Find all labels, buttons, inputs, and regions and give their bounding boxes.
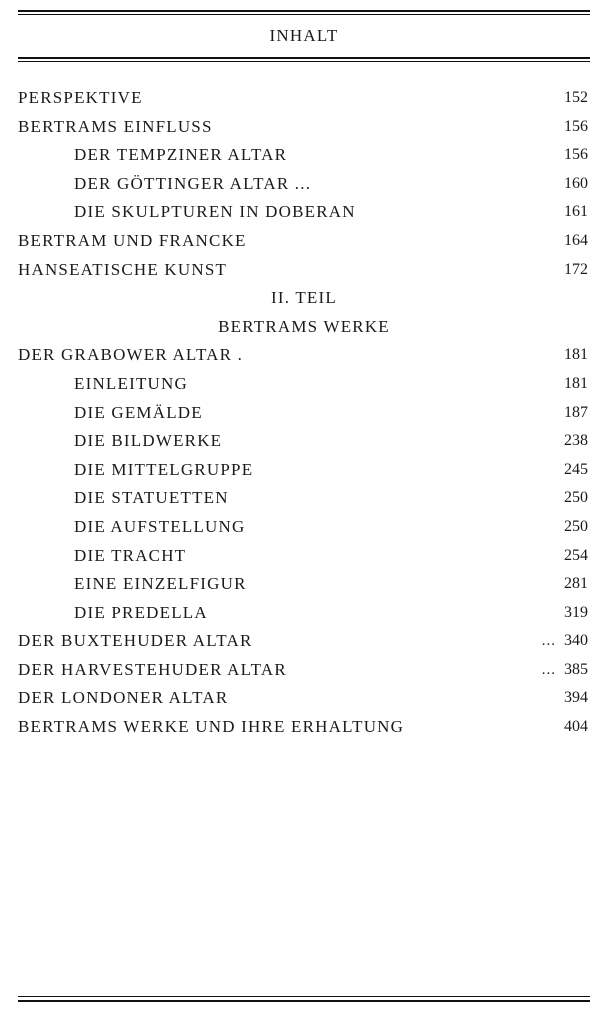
- toc-entry-tempziner-altar: [18, 141, 590, 170]
- toc-entry-skulpturen-doberan: [18, 198, 590, 227]
- toc-entry-page: 250: [564, 517, 588, 535]
- toc-entry-page: 164: [564, 231, 588, 249]
- top-rule-thin: [18, 14, 590, 15]
- table-of-contents: [18, 84, 590, 742]
- toc-entry-title: PERSPEKTIVE: [18, 88, 143, 107]
- toc-entry-title: DIE GEMÄLDE: [74, 402, 203, 422]
- toc-entry-harvestehuder-altar: [18, 656, 590, 685]
- toc-entry-page: 160: [564, 174, 588, 192]
- toc-entry-perspektive: [18, 84, 590, 113]
- toc-entry-grabower-altar: [18, 341, 590, 370]
- toc-part-subheading: [18, 313, 590, 342]
- toc-entry-aufstellung: [18, 513, 590, 542]
- toc-leader-dots: ...: [541, 633, 556, 650]
- toc-entry-bildwerke: [18, 427, 590, 456]
- bottom-rule-thin: [18, 996, 590, 997]
- toc-part-heading: [18, 284, 590, 313]
- toc-entry-goettinger-altar: [18, 170, 590, 199]
- toc-entry-title: BERTRAM UND FRANCKE: [18, 230, 247, 250]
- toc-entry-title: DER LONDONER ALTAR: [18, 688, 229, 708]
- page-title: INHALT: [269, 26, 339, 45]
- toc-entry-title: DIE AUFSTELLUNG: [74, 516, 246, 536]
- toc-entry-title: DIE PREDELLA: [74, 602, 208, 622]
- toc-entry-title: EINLEITUNG: [74, 373, 188, 393]
- toc-entry-page: 254: [564, 546, 588, 564]
- toc-entry-page: 181: [564, 374, 588, 392]
- toc-entry-page: 340: [564, 632, 588, 650]
- toc-entry-title: DIE SKULPTUREN IN DOBERAN: [74, 202, 356, 222]
- toc-entry-page: 161: [564, 203, 588, 221]
- toc-entry-page: 385: [564, 660, 588, 678]
- toc-entry-gemaelde: [18, 399, 590, 428]
- toc-entry-hanseatische-kunst: [18, 256, 590, 285]
- toc-entry-page: 238: [564, 432, 588, 450]
- toc-entry-title: DER GRABOWER ALTAR .: [18, 345, 244, 365]
- toc-leader-dots: ...: [541, 661, 556, 678]
- toc-entry-page: 250: [564, 489, 588, 507]
- toc-entry-werke-erhaltung: [18, 713, 590, 742]
- toc-entry-bertrams-einfluss: [18, 113, 590, 142]
- toc-entry-title: DER HARVESTEHUDER ALTAR: [18, 659, 287, 679]
- bottom-rule: [18, 1000, 590, 1002]
- part-title: BERTRAMS WERKE: [218, 316, 390, 336]
- part-number: II. TEIL: [271, 288, 337, 308]
- toc-entry-page: 181: [564, 346, 588, 364]
- toc-entry-title: DIE STATUETTEN: [74, 488, 229, 508]
- toc-entry-einleitung: [18, 370, 590, 399]
- header-rule: [18, 57, 590, 59]
- toc-entry-title: BERTRAMS WERKE UND IHRE ERHALTUNG: [18, 717, 405, 737]
- toc-entry-page: 152: [564, 89, 588, 106]
- toc-entry-page: 172: [564, 260, 588, 278]
- toc-entry-title: HANSEATISCHE KUNST: [18, 259, 228, 279]
- toc-entry-page: 319: [564, 603, 588, 621]
- toc-entry-title: DIE TRACHT: [74, 545, 187, 565]
- toc-entry-title: EINE EINZELFIGUR: [74, 574, 247, 594]
- header-rule-thin: [18, 61, 590, 62]
- toc-entry-bertram-und-francke: [18, 227, 590, 256]
- toc-entry-page: 394: [564, 689, 588, 707]
- toc-entry-page: 187: [564, 403, 588, 421]
- toc-entry-title: DER BUXTEHUDER ALTAR: [18, 631, 253, 651]
- toc-entry-page: 281: [564, 575, 588, 593]
- toc-entry-predella: [18, 599, 590, 628]
- toc-entry-statuetten: [18, 484, 590, 513]
- toc-entry-title: DIE BILDWERKE: [74, 431, 223, 451]
- toc-entry-einzelfigur: [18, 570, 590, 599]
- toc-entry-title: DER GÖTTINGER ALTAR ...: [74, 173, 312, 193]
- toc-entry-title: DER TEMPZINER ALTAR: [74, 145, 288, 165]
- toc-entry-page: 156: [564, 117, 588, 135]
- toc-entry-buxtehuder-altar: [18, 627, 590, 656]
- toc-entry-page: 404: [564, 718, 588, 736]
- toc-entry-mittelgruppe: [18, 456, 590, 485]
- toc-entry-page: 156: [564, 146, 588, 164]
- toc-entry-tracht: [18, 542, 590, 571]
- toc-entry-page: 245: [564, 460, 588, 478]
- top-rule: [18, 10, 590, 12]
- toc-entry-londoner-altar: [18, 684, 590, 713]
- toc-entry-title: BERTRAMS EINFLUSS: [18, 116, 213, 136]
- toc-entry-title: DIE MITTELGRUPPE: [74, 459, 254, 479]
